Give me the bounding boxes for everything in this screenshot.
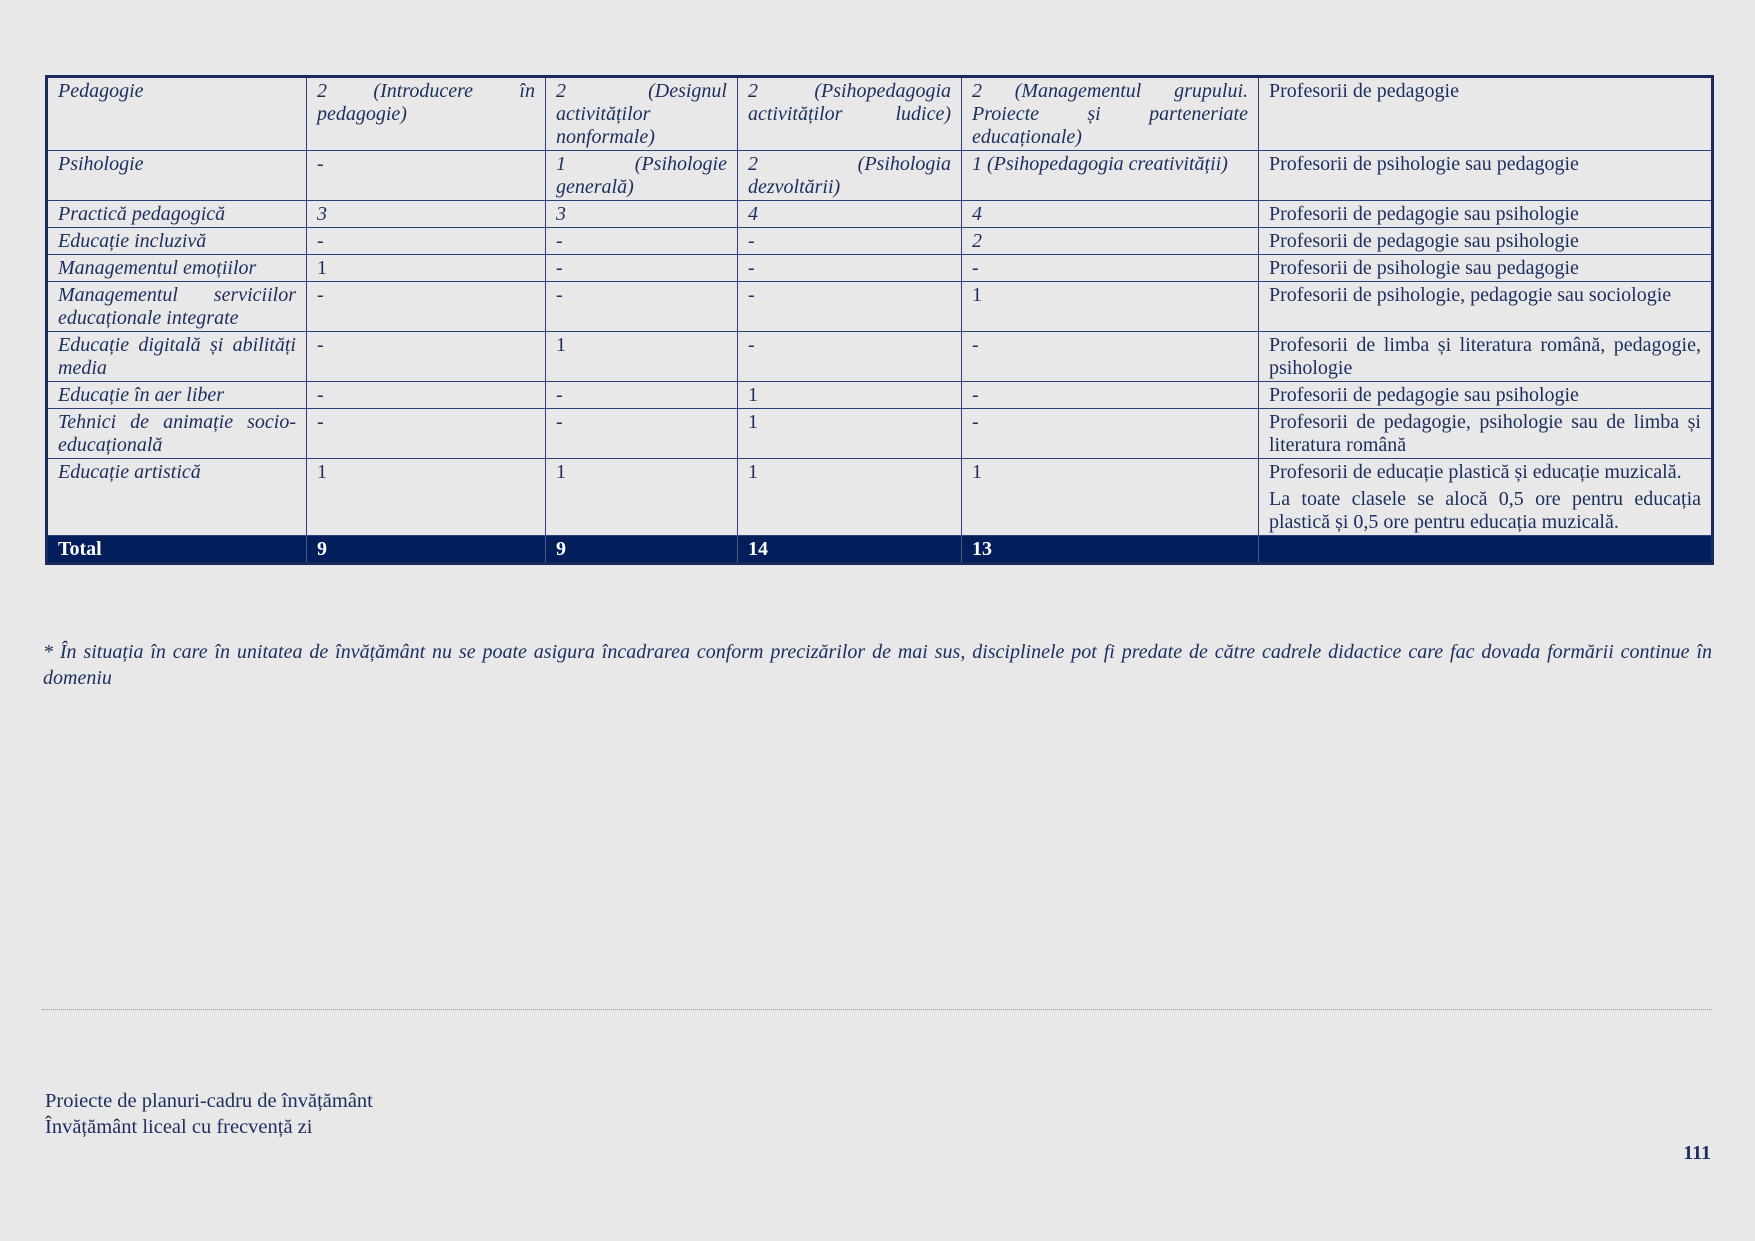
table-row <box>47 409 1713 459</box>
hours-cell: 2 (Psihologia dezvoltării) <box>738 151 962 201</box>
teachers-cell: Profesorii de pedagogie <box>1259 77 1713 151</box>
total-cell: 9 <box>546 536 738 564</box>
table-row <box>47 332 1713 382</box>
table-row <box>47 201 1713 228</box>
hours-cell: - <box>546 282 738 332</box>
subject-cell: Educație în aer liber <box>47 382 307 409</box>
hours-cell: 1 (Psihopedagogia creativității) <box>962 151 1259 201</box>
hours-cell: - <box>962 409 1259 459</box>
hours-cell: - <box>307 282 546 332</box>
footer-divider <box>42 1009 1712 1010</box>
teachers-note: La toate clasele se alocă 0,5 ore pentru educația plastică și 0,5 ore pentru educația muzicală. <box>1269 488 1701 533</box>
teachers-cell: Profesorii de pedagogie sau psihologie <box>1259 382 1713 409</box>
hours-cell: - <box>307 409 546 459</box>
hours-cell: - <box>307 228 546 255</box>
hours-cell: 1 (Psihologie generală) <box>546 151 738 201</box>
hours-cell: 1 <box>546 332 738 382</box>
hours-cell: 2 (Introducere în pedagogie) <box>307 77 546 151</box>
hours-cell: - <box>307 382 546 409</box>
hours-cell: - <box>962 332 1259 382</box>
hours-cell: 1 <box>546 459 738 536</box>
subject-cell: Tehnici de animație socio-educațională <box>47 409 307 459</box>
footer-title: Proiecte de planuri-cadru de învățământ <box>45 1090 373 1112</box>
hours-cell: - <box>546 255 738 282</box>
hours-cell: - <box>738 332 962 382</box>
page-number: 111 <box>1683 1142 1711 1164</box>
teachers-cell: Profesorii de psihologie sau pedagogie <box>1259 255 1713 282</box>
total-row <box>47 536 1713 564</box>
table-row <box>47 77 1713 151</box>
hours-cell: 2 (Psihopedagogia activităților ludice) <box>738 77 962 151</box>
table-row <box>47 459 1713 536</box>
hours-cell: - <box>546 228 738 255</box>
hours-cell: 1 <box>307 255 546 282</box>
table-row <box>47 151 1713 201</box>
subject-cell: Practică pedagogică <box>47 201 307 228</box>
hours-cell: - <box>738 255 962 282</box>
hours-cell: 1 <box>962 282 1259 332</box>
teachers-cell: Profesorii de psihologie, pedagogie sau sociologie <box>1259 282 1713 332</box>
subject-cell: Educație artistică <box>47 459 307 536</box>
total-cell: 13 <box>962 536 1259 564</box>
teachers-cell: Profesorii de psihologie sau pedagogie <box>1259 151 1713 201</box>
table-row <box>47 255 1713 282</box>
subject-cell: Pedagogie <box>47 77 307 151</box>
hours-cell: - <box>307 151 546 201</box>
teachers-cell: Profesorii de limba și literatura română, pedagogie, psihologie <box>1259 332 1713 382</box>
hours-cell: - <box>738 282 962 332</box>
total-cell: 14 <box>738 536 962 564</box>
hours-cell: - <box>307 332 546 382</box>
hours-cell: 4 <box>962 201 1259 228</box>
subject-cell: Psihologie <box>47 151 307 201</box>
total-cell: 9 <box>307 536 546 564</box>
hours-cell: 1 <box>738 409 962 459</box>
teachers-cell: Profesorii de pedagogie sau psihologie <box>1259 201 1713 228</box>
hours-cell: 2 (Managementul grupului. Proiecte și parteneriate educaționale) <box>962 77 1259 151</box>
hours-cell: 3 <box>546 201 738 228</box>
teachers-text: Profesorii de educație plastică și educație muzicală. <box>1269 461 1682 483</box>
hours-cell: 1 <box>738 382 962 409</box>
hours-cell: 3 <box>307 201 546 228</box>
table-row <box>47 228 1713 255</box>
teachers-cell: Profesorii de pedagogie sau psihologie <box>1259 228 1713 255</box>
total-empty-cell <box>1259 536 1713 564</box>
footnote: * În situația în care în unitatea de învățământ nu se poate asigura încadrarea conform precizărilor de mai sus, disciplinele pot fi predate de către cadrele didactice care fac dovada formării continue în domeniu <box>43 641 1712 689</box>
teachers-cell <box>1259 459 1713 536</box>
hours-cell: 2 <box>962 228 1259 255</box>
curriculum-table <box>45 75 1714 565</box>
subject-cell: Managementul emoțiilor <box>47 255 307 282</box>
hours-cell: - <box>546 409 738 459</box>
teachers-cell: Profesorii de pedagogie, psihologie sau de limba și literatura română <box>1259 409 1713 459</box>
hours-cell: 1 <box>738 459 962 536</box>
hours-cell: - <box>962 382 1259 409</box>
hours-cell: 1 <box>962 459 1259 536</box>
table-row <box>47 282 1713 332</box>
subject-cell: Managementul serviciilor educaționale integrate <box>47 282 307 332</box>
hours-cell: - <box>962 255 1259 282</box>
hours-cell: 4 <box>738 201 962 228</box>
total-label: Total <box>47 536 307 564</box>
subject-cell: Educație digitală și abilități media <box>47 332 307 382</box>
table-row <box>47 382 1713 409</box>
hours-cell: 1 <box>307 459 546 536</box>
hours-cell: - <box>546 382 738 409</box>
subject-cell: Educație incluzivă <box>47 228 307 255</box>
footer-subtitle: Învățământ liceal cu frecvență zi <box>45 1116 313 1138</box>
hours-cell: 2 (Designul activităților nonformale) <box>546 77 738 151</box>
hours-cell: - <box>738 228 962 255</box>
